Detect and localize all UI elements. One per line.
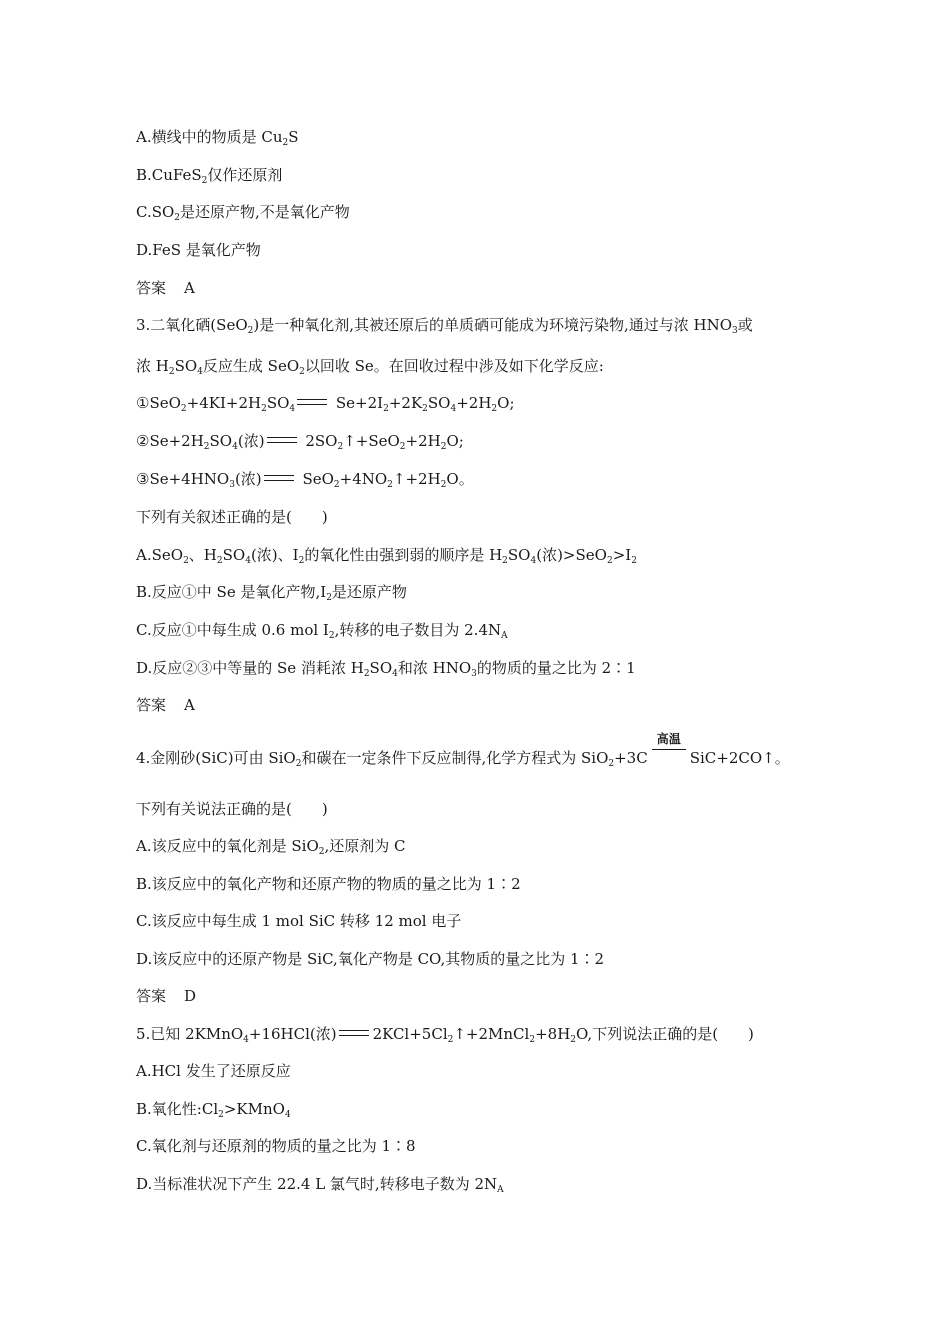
q4-option-a: A.该反应中的氧化剂是 SiO$_2$,还原剂为 C xyxy=(136,837,406,857)
q4-stem: 4.金刚砂(SiC)可由 SiO$_2$和碳在一定条件下反应制得,化学方程式为 SiO$_2$+3C 高温 SiC+2CO↑。 xyxy=(136,732,790,769)
q4-option-d: D.该反应中的还原产物是 SiC,氧化产物是 CO,其物质的量之比为 1∶2 xyxy=(136,950,605,968)
q3-option-a: A.SeO$_2$、$H_2SO_4$(浓)、$I_2$的氧化性由强到弱的顺序是 $H_2SO_4$(浓)$>SeO_2>I_2$ xyxy=(136,546,637,566)
q2-answer: 答案 A xyxy=(136,279,195,297)
q3-option-c: C.反应①中每生成 0.6 mol $I_2$,转移的电子数目为 $2.4N_A$ xyxy=(136,621,508,641)
q3-stem-line2: 浓 $H_2SO_4$反应生成 SeO$_2$以回收 Se。在回收过程中涉及如下化学反应: xyxy=(136,357,604,377)
q2-option-c: $C.SO_2$是还原产物,不是氧化产物 xyxy=(136,203,350,223)
q5-option-c: C.氧化剂与还原剂的物质的量之比为 1∶8 xyxy=(136,1137,416,1155)
q4-option-b: B.该反应中的氧化产物和还原产物的物质的量之比为 1∶2 xyxy=(136,875,521,893)
reaction-condition: 高温 xyxy=(650,747,688,769)
equals-sign xyxy=(267,437,297,443)
q2-option-b: B.CuFeS$_2$仅作还原剂 xyxy=(136,166,283,186)
q5-option-a: A.HCl 发生了还原反应 xyxy=(136,1062,291,1080)
q3-reaction-1: $①SeO_2+4KI+2H_2SO_4$ $Se+2I_2+2K_2SO_4+2H_2O$; xyxy=(136,394,515,414)
q3-option-b: B.反应①中 Se 是氧化产物$,I_2$是还原产物 xyxy=(136,583,407,603)
q4-option-c: C.该反应中每生成 1 mol SiC 转移 12 mol 电子 xyxy=(136,912,462,930)
q3-stem-line1: 3.二氧化硒(SeO$_2$)是一种氧化剂,其被还原后的单质硒可能成为环境污染物,通过与浓 $HNO_3$或 xyxy=(136,316,753,336)
q3-question: 下列有关叙述正确的是( ) xyxy=(136,508,328,526)
equals-sign xyxy=(339,1030,369,1036)
q4-question: 下列有关说法正确的是( ) xyxy=(136,800,328,818)
q5-stem: 5.已知 2KMnO$_4$+16HCl(浓) $2KCl+5Cl_2↑+2MnCl_2+8H_2O$,下列说法正确的是( ) xyxy=(136,1025,754,1045)
q4-answer: 答案 D xyxy=(136,987,197,1005)
q2-option-a: A.横线中的物质是 $Cu_2S$ xyxy=(136,128,299,148)
equals-sign xyxy=(264,475,294,481)
q3-reaction-2: $②Se+2H_2SO_4$(浓) $2SO_2↑+SeO_2+2H_2O$; xyxy=(136,432,464,452)
q5-option-b: B.氧化性$:Cl_2>KMnO_4$ xyxy=(136,1100,291,1120)
q3-answer: 答案 A xyxy=(136,696,195,714)
q5-option-d: D.当标准状况下产生 22.4 L 氯气时,转移电子数为 $2N_A$ xyxy=(136,1175,504,1195)
q2-option-d: D.FeS 是氧化产物 xyxy=(136,241,261,259)
q3-reaction-3: $③Se+4HNO_3$(浓) $SeO_2+4NO_2↑+2H_2O$。 xyxy=(136,470,474,490)
q3-option-d: D.反应②③中等量的 Se 消耗浓 $H_2SO_4$和浓 $HNO_3$的物质的量之比为 2∶1 xyxy=(136,659,636,679)
equals-sign xyxy=(297,399,327,405)
